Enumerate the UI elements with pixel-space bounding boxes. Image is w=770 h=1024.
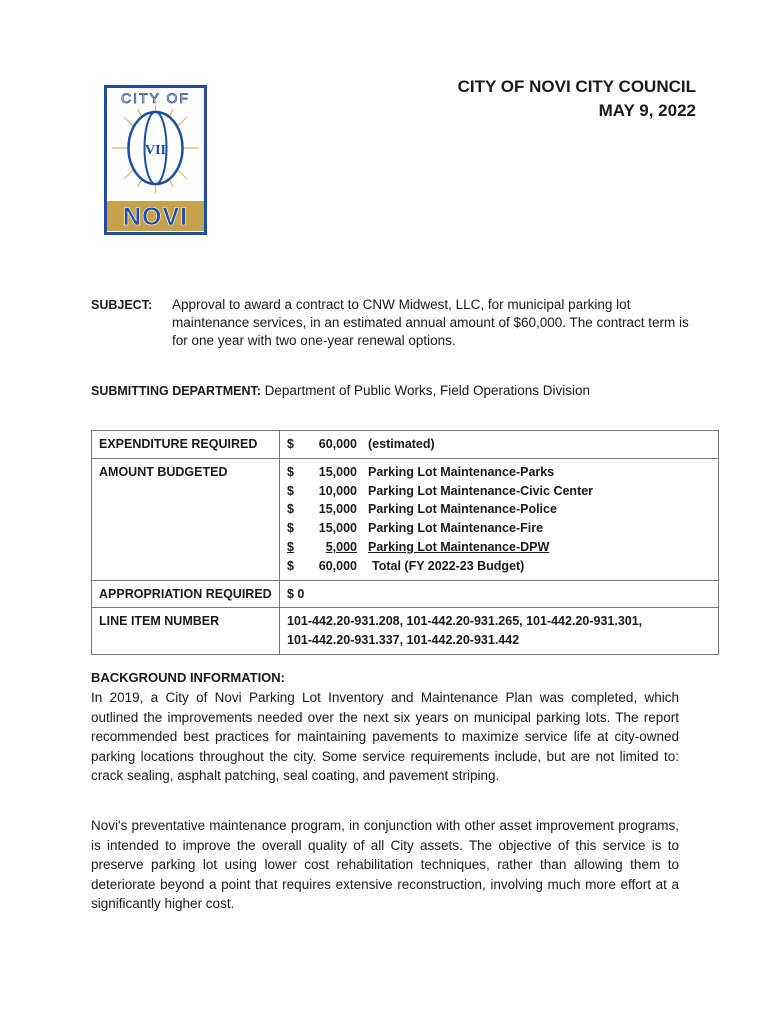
budget-table — [91, 430, 719, 655]
expenditure-value: $ 60,000 (estimated) — [280, 431, 719, 459]
subject-text: Approval to award a contract to CNW Midwest, LLC, for municipal parking lot maintenance services, in an estimated annual amount of $60,000. The contract term is for one year with two one-year renewal options. — [172, 297, 689, 348]
appropriation-label: APPROPRIATION REQUIRED — [92, 580, 280, 608]
background-paragraph-2: Novi's preventative maintenance program, in conjunction with other asset improvement programs, is intended to improve the overall quality of all City assets. The objective of this service is to preserve parking lot using lower cost rehabilitation techniques, rather than allowing them to deteriorate beyond a point that requires extensive reconstruction, involving much more effort at a significantly higher cost. — [91, 818, 679, 911]
table-row — [92, 431, 719, 459]
background-paragraph-1: In 2019, a City of Novi Parking Lot Inventory and Maintenance Plan was completed, which outlined the improvements needed over the next six years on municipal parking lots. The report recommended best practices for maintaining pavements to maximize service life at city-owned parking locations throughout the city. Some service requirements include, but are not limited to: crack sealing, asphalt patching, seal coating, and pavement striping. — [91, 690, 679, 783]
svg-text:VII: VII — [144, 143, 167, 158]
budget-line: $ 5,000 Parking Lot Maintenance-DPW — [287, 539, 550, 554]
logo-top-text: CITY OF — [121, 90, 190, 106]
expenditure-label: EXPENDITURE REQUIRED — [92, 431, 280, 459]
meeting-date: MAY 9, 2022 — [598, 101, 696, 120]
appropriation-value: $ 0 — [280, 580, 719, 608]
table-row — [92, 458, 719, 580]
document-header — [458, 75, 696, 123]
department-label: SUBMITTING DEPARTMENT: — [91, 384, 261, 398]
subject-label: SUBJECT: — [91, 298, 153, 312]
budget-line: $ 10,000 Parking Lot Maintenance-Civic Center — [287, 483, 594, 498]
budget-total: $ 60,000 Total (FY 2022-23 Budget) — [287, 558, 525, 573]
budget-line: $ 15,000 Parking Lot Maintenance-Parks — [287, 464, 555, 479]
council-title: CITY OF NOVI CITY COUNCIL — [457, 77, 696, 96]
line-item-value: 101-442.20-931.208, 101-442.20-931.265, 101-442.20-931.301, 101-442.20-931.337, 101-442.20-931.442 — [280, 608, 719, 655]
background-title: BACKGROUND INFORMATION: — [91, 670, 286, 685]
city-of-novi-logo — [104, 85, 207, 235]
table-row — [92, 608, 719, 655]
budget-line: $ 15,000 Parking Lot Maintenance-Fire — [287, 521, 544, 536]
department-value: Department of Public Works, Field Operations Division — [264, 383, 591, 398]
budgeted-values — [280, 458, 719, 580]
line-item-label: LINE ITEM NUMBER — [92, 608, 280, 655]
budget-line: $ 15,000 Parking Lot Maintenance-Police — [287, 502, 557, 517]
budgeted-label: AMOUNT BUDGETED — [92, 458, 280, 580]
table-row — [92, 580, 719, 608]
submitting-department — [91, 383, 590, 398]
logo-bottom-text: NOVI — [122, 203, 189, 231]
